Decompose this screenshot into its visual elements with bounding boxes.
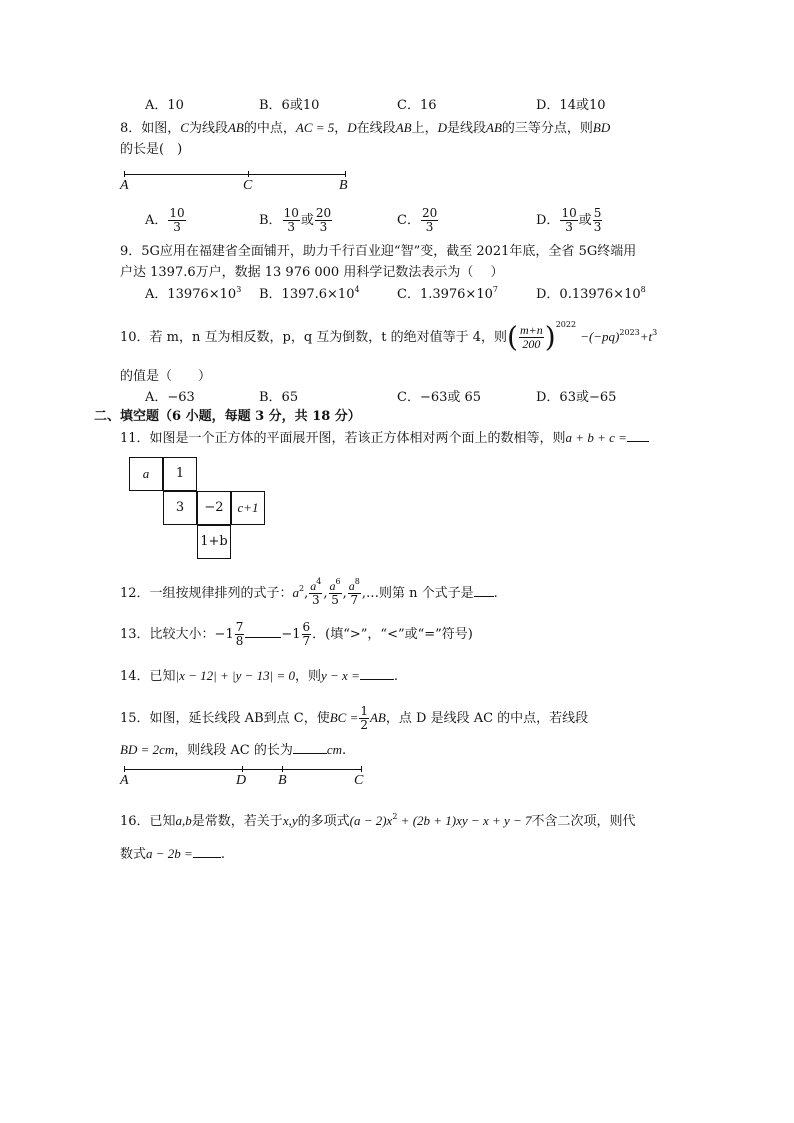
section-title-fill-in: 二、填空题（6 小题，每题 3 分，共 18 分） xyxy=(94,409,361,424)
q8-tick-b xyxy=(345,171,346,177)
q10-option-a: A．−63 xyxy=(145,390,195,405)
q8-tick-a xyxy=(124,171,125,177)
q13-stem: 13．比较大小：−1 $\frac{7}{8}$ −1 $\frac{6}{7}$ ．(填“>”，“<”或“=”符号) xyxy=(120,620,473,648)
q16-answer-blank[interactable] xyxy=(193,845,221,858)
q9-option-d: D．$0.13976\times 10^8$ xyxy=(536,285,646,302)
q8-stem: 8．如图，C为线段AB的中点，AC = 5，D在线段AB上，D是线段AB的三等分点，则BD xyxy=(120,120,611,136)
q8-stem-line2: 的长是( ) xyxy=(120,142,183,157)
q11-stem: 11．如图是一个正方体的平面展开图，若该正方体相对两个面上的数相等，则a + b + c = xyxy=(120,429,649,448)
q15-tick-b xyxy=(282,766,283,772)
q15-stem-line2: BD = 2cm，则线段 AC 的长为 cm. xyxy=(120,742,347,758)
q8-option-a: A． $\frac{10}{3}$ xyxy=(145,206,185,234)
q8-tick-c xyxy=(248,171,249,177)
q15-tick-d xyxy=(242,766,243,772)
q10-option-b: B．65 xyxy=(259,390,299,405)
q9-option-b: B．$1397.6\times 10^4$ xyxy=(259,285,360,302)
q10-stem: 10．若 m，n 互为相反数，p，q 互为倒数，t 的绝对值等于 4，则( $\frac{m+n}{200}$ )$^{2022} -(-pq)^{2023}+t^3$ xyxy=(120,320,658,354)
q15-label-c: C xyxy=(354,773,364,788)
q12-stem: 12．一组按规律排列的式子：$a^2$, $\frac{a^4}{3}$ , $\frac{a^6}{5}$ , $\frac{a^8}{7}$ ,…则第 n 个式子是 . xyxy=(120,577,498,607)
q8-option-d: D． $\frac{10}{3}$ 或 $\frac{5}{3}$ xyxy=(536,206,602,234)
q7-option-a: A．10 xyxy=(145,98,184,113)
q7-option-c: C．16 xyxy=(397,98,437,113)
net-cell-1: 1 xyxy=(163,457,197,491)
q10-option-d: D．63或−65 xyxy=(536,390,617,405)
q9-stem-line1: 9．5G应用在福建省全面铺开，助力千行百业迎“智”变，截至 2021年底，全省 5G终端用 xyxy=(120,244,637,259)
q14-answer-blank[interactable] xyxy=(360,667,394,680)
q15-stem: 15．如图，延长线段 AB到点 C，使BC = $\frac{1}{2}$ AB，点 D 是线段 AC 的中点，若线段 xyxy=(120,704,589,732)
q10-option-c: C．−63或 65 xyxy=(397,390,482,405)
q7-option-b: B．6或10 xyxy=(259,98,320,113)
q11-answer-blank[interactable] xyxy=(627,429,649,442)
q7-option-d: D．14或10 xyxy=(536,98,606,113)
q8-segment xyxy=(124,174,346,175)
q15-tick-c xyxy=(361,766,362,772)
q9-stem-line2: 户达 1397.6万户，数据 13 976 000 用科学记数法表示为（ ） xyxy=(120,265,504,280)
q8-label-b: B xyxy=(339,178,348,193)
q9-option-c: C．$1.3976\times 10^7$ xyxy=(397,285,498,302)
q15-label-d: D xyxy=(236,773,247,788)
net-cell-1-plus-b: 1+b xyxy=(197,525,231,559)
q8-option-b: B． $\frac{10}{3}$ 或 $\frac{20}{3}$ xyxy=(259,206,332,234)
q16-stem: 16．已知a,b是常数，若关于x,y的多项式$(a - 2)x^2 + (2b + 1)xy - x + y - 7$不含二次项，则代 xyxy=(120,812,636,829)
q15-answer-blank[interactable] xyxy=(293,741,327,754)
q8-option-c: C． $\frac{20}{3}$ xyxy=(397,206,438,234)
net-cell-neg2: −2 xyxy=(197,491,231,525)
q15-label-a: A xyxy=(120,773,129,788)
q14-stem: 14．已知|x − 12| + |y − 13| = 0，则y − x = . xyxy=(120,668,398,684)
q8-label-a: A xyxy=(120,178,129,193)
net-cell-3: 3 xyxy=(163,491,197,525)
q16-stem-line2: 数式a − 2b = . xyxy=(120,846,225,862)
q15-segment xyxy=(124,769,362,770)
q8-label-c: C xyxy=(243,178,253,193)
q12-answer-blank[interactable] xyxy=(474,584,494,597)
net-cell-a: a xyxy=(129,457,163,491)
q15-label-b: B xyxy=(278,773,287,788)
q10-stem-line2: 的值是（ ） xyxy=(120,369,212,384)
q13-answer-blank[interactable] xyxy=(245,625,281,638)
net-cell-c-plus-1: c+1 xyxy=(231,491,265,525)
q15-tick-a xyxy=(124,766,125,772)
q9-option-a: A．$13976\times 10^3$ xyxy=(145,285,242,302)
